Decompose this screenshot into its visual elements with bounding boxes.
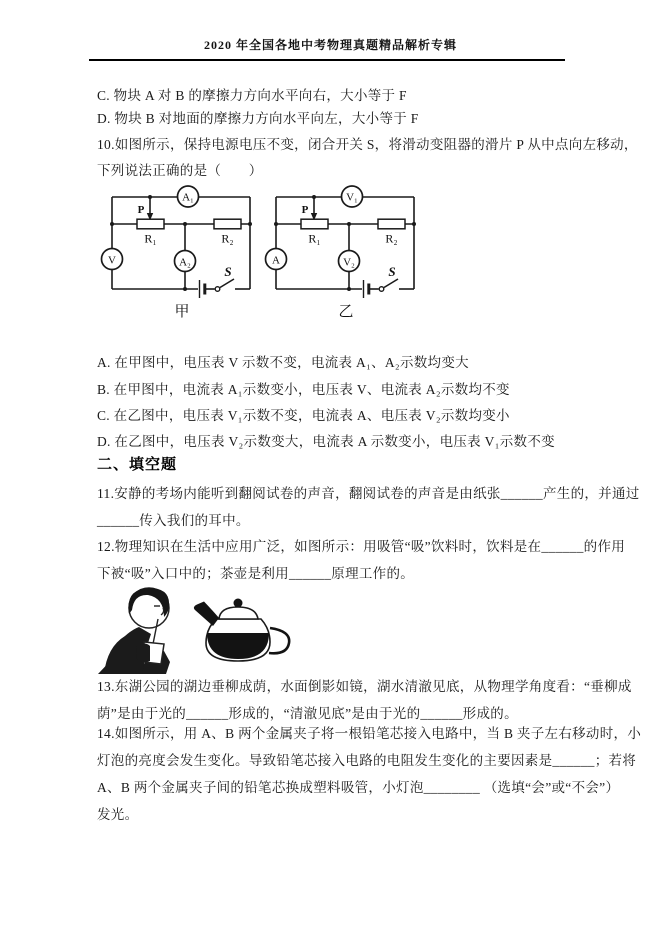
switch-pivot <box>379 287 384 292</box>
circuit-diagram-yi <box>264 184 432 320</box>
meter-label-a: A <box>272 254 280 267</box>
q11-line1: 11.安静的考场内能听到翻阅试卷的声音，翻阅试卷的声音是由纸张______产生的，并通过 <box>97 486 640 501</box>
switch-label: S <box>388 264 396 279</box>
q10-stem-line1: 10.如图所示，保持电源电压不变，闭合开关 S，将滑动变阻器的滑片 P 从中点向左移动， <box>97 137 638 152</box>
meter-label-a1: A₁ <box>182 191 194 204</box>
q12-line2: 下被“吸”入口中的；茶壶是利用______原理工作的。 <box>97 566 415 581</box>
circuit-jia-caption: 甲 <box>174 304 190 320</box>
q14-line4: 发光。 <box>97 807 139 822</box>
resistor-r2-label: R₂ <box>385 231 398 246</box>
page-header-title: 2020 年全国各地中考物理真题精品解析专辑 <box>203 38 457 52</box>
q9-option-d: D. 物块 B 对地面的摩擦力方向水平向左，大小等于 F <box>97 111 419 126</box>
q10-option-c: C. 在乙图中，电压表 V₁示数不变，电流表 A、电压表 V₂示数均变小 <box>97 408 510 423</box>
slider-label: P <box>301 204 309 216</box>
slider-label: P <box>137 204 145 216</box>
meter-label-v: V <box>108 254 116 267</box>
q14-line3: A、B 两个金属夹子间的铅笔芯换成塑料吸管，小灯泡________ （选填“会”或“不会”） <box>97 780 620 795</box>
switch-label: S <box>224 264 232 279</box>
q10-stem-line2: 下列说法正确的是（ ） <box>97 163 263 178</box>
teapot-figure <box>194 599 289 662</box>
q14-line2: 灯泡的亮度会发生变化。导致铅笔芯接入电路的电阻发生变化的主要因素是______；若将 <box>97 753 637 768</box>
switch-pivot <box>215 287 220 292</box>
circuit-diagram-jia <box>100 184 268 320</box>
battery-symbol <box>200 280 205 298</box>
circuit-yi-caption: 乙 <box>338 304 354 320</box>
q10-option-d: D. 在乙图中，电压表 V₂示数变大，电流表 A 示数变小，电压表 V₁示数不变 <box>97 434 555 449</box>
header-divider <box>89 59 565 61</box>
section-heading-fill-in-blanks: 二、填空题 <box>97 457 178 473</box>
q10-option-b: B. 在甲图中，电流表 A₁示数变小，电压表 V、电流表 A₂示数均不变 <box>97 382 510 397</box>
resistor-r2-label: R₂ <box>221 231 234 246</box>
q10-option-a: A. 在甲图中，电压表 V 示数不变，电流表 A₁、A₂示数均变大 <box>97 355 469 370</box>
q12-line1: 12.物理知识在生活中应用广泛，如图所示：用吸管“吸”饮料时，饮料是在______的作用 <box>97 539 626 554</box>
person-drinking-figure <box>98 588 170 674</box>
meter-label-v2: V₂ <box>343 256 355 269</box>
battery-symbol <box>364 280 369 298</box>
q13-line1: 13.东湖公园的湖边垂柳成荫，水面倒影如镜，湖水清澈见底，从物理学角度看：“垂柳成 <box>97 679 632 694</box>
q11-line2: ______传入我们的耳中。 <box>97 513 250 528</box>
resistor-r1-label: R₁ <box>144 231 157 246</box>
resistor-r1-label: R₁ <box>308 231 321 246</box>
meter-label-v1: V₁ <box>346 191 358 204</box>
q9-option-c: C. 物块 A 对 B 的摩擦力方向水平向右，大小等于 F <box>97 88 407 103</box>
q12-illustration <box>92 586 297 678</box>
q14-line1: 14.如图所示，用 A、B 两个金属夹子将一根铅笔芯接入电路中，当 B 夹子左右移动时，小 <box>97 726 642 741</box>
q13-line2: 荫”是由于光的______形成的，“清澈见底”是由于光的______形成的。 <box>97 706 518 721</box>
meter-label-a2: A₂ <box>179 256 191 269</box>
